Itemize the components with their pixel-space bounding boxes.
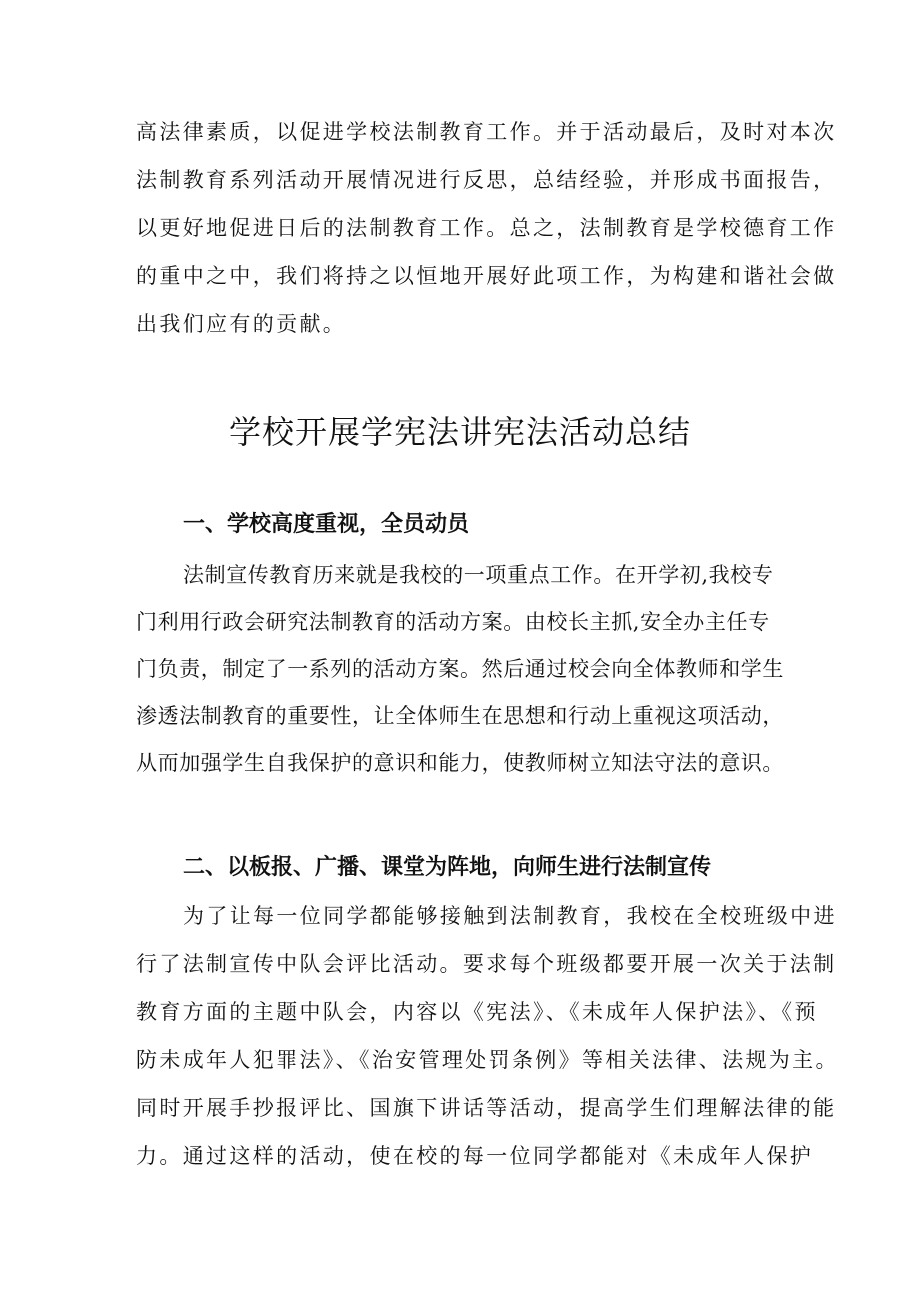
intro-line: 的重中之中，我们将持之以恒地开展好此项工作，为构建和谐社会做 [136, 264, 837, 288]
intro-line: 出我们应有的贡献。 [136, 312, 347, 336]
document-title: 学校开展学宪法讲宪法活动总结 [228, 413, 691, 451]
section-1-line: 法制宣传教育历来就是我校的一项重点工作。在开学初,我校专 [183, 563, 774, 587]
section-1-line: 从而加强学生自我保护的意识和能力，使教师树立知法守法的意识。 [136, 751, 784, 775]
section-1-heading: 一、学校高度重视，全员动员 [183, 512, 470, 537]
intro-line: 法制教育系列活动开展情况进行反思，总结经验，并形成书面报告， [136, 168, 837, 192]
section-2-heading: 二、以板报、广播、课堂为阵地，向师生进行法制宣传 [183, 855, 712, 880]
section-1-line: 门负责，制定了一系列的活动方案。然后通过校会向全体教师和学生 [136, 657, 784, 681]
section-2-line: 行了法制宣传中队会评比活动。要求每个班级都要开展一次关于法制 [136, 952, 837, 976]
intro-line: 高法律素质，以促进学校法制教育工作。并于活动最后，及时对本次 [136, 120, 837, 144]
section-1-line: 渗透法制教育的重要性，让全体师生在思想和行动上重视这项活动， [136, 704, 784, 728]
section-1-line: 门利用行政会研究法制教育的活动方案。由校长主抓,安全办主任专 [136, 610, 770, 634]
section-2-line: 教育方面的主题中队会，内容以《宪法》、《未成年人保护法》、《预 [136, 1000, 818, 1024]
section-2-line: 同时开展手抄报评比、国旗下讲话等活动，提高学生们理解法律的能 [136, 1096, 837, 1120]
section-2-line: 为了让每一位同学都能够接触到法制教育，我校在全校班级中进 [183, 904, 837, 928]
section-2-line: 力。通过这样的活动，使在校的每一位同学都能对《未成年人保护 [136, 1144, 814, 1168]
intro-line: 以更好地促进日后的法制教育工作。总之，法制教育是学校德育工作 [136, 216, 837, 240]
section-2-line: 防未成年人犯罪法》、《治安管理处罚条例》等相关法律、法规为主。 [136, 1048, 839, 1072]
